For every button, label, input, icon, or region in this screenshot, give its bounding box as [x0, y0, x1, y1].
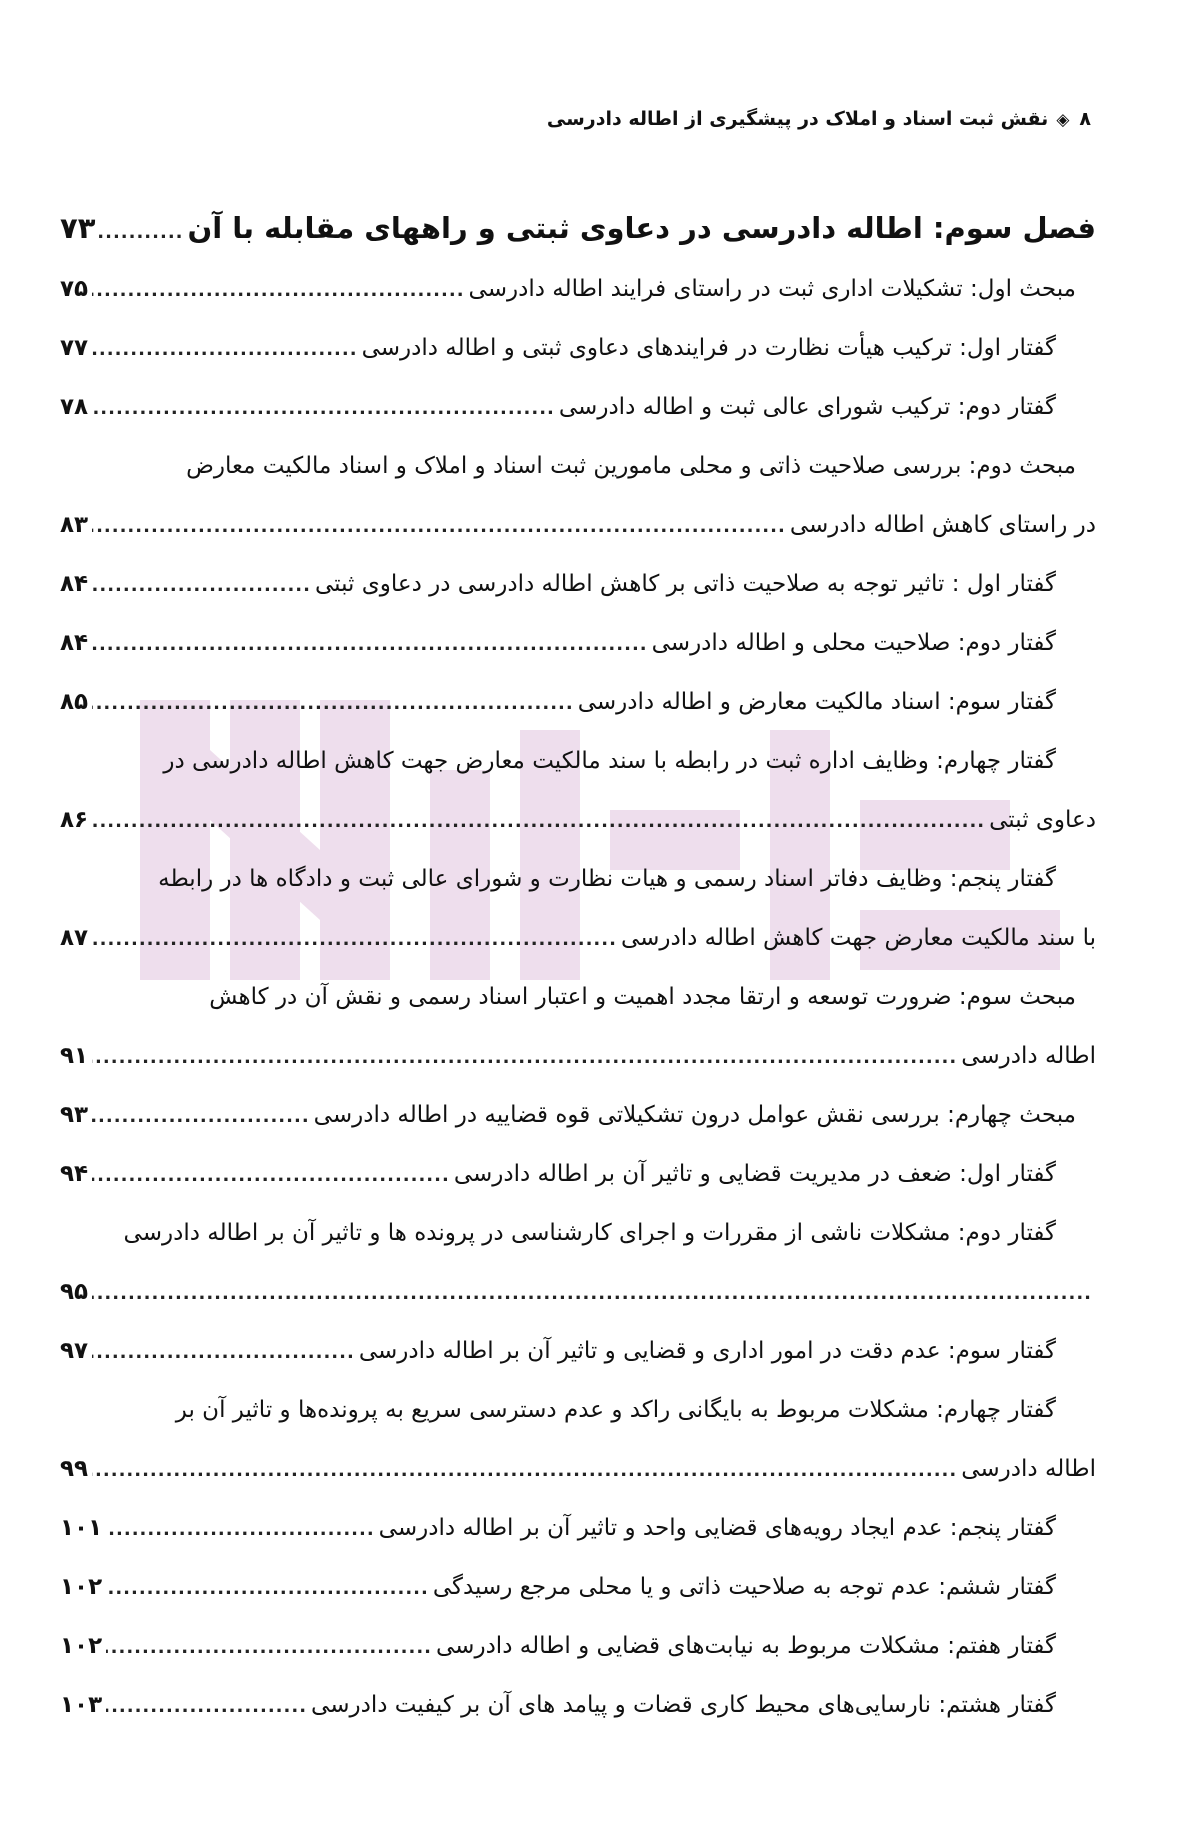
toc-page-number: ۸۷: [60, 925, 89, 951]
header-page-number: ۸: [1079, 108, 1091, 130]
toc-entry-line1[interactable]: [60, 437, 1096, 496]
toc-title-continuation: در راستای کاهش اطاله دادرسی: [789, 512, 1096, 538]
leader-dots: [92, 320, 357, 378]
toc-title: گفتار ششم: عدم توجه به صلاحیت ذاتی و یا محلی مرجع رسیدگی: [432, 1574, 1056, 1600]
toc-title: گفتار دوم: صلاحیت محلی و اطاله دادرسی: [651, 630, 1056, 656]
toc-page-number: ۸۴: [60, 571, 89, 597]
leader-dots: [106, 1500, 375, 1558]
toc-entry-line2[interactable]: [60, 496, 1096, 555]
toc-entry[interactable]: [60, 1558, 1096, 1617]
toc-entry-line1[interactable]: [60, 850, 1096, 909]
toc-page-number: ۹۹: [60, 1456, 89, 1482]
toc-title: مبحث سوم: ضرورت توسعه و ارتقا مجدد اهمیت و اعتبار اسناد رسمی و نقش آن در کاهش: [209, 984, 1076, 1010]
toc-entry[interactable]: [60, 378, 1096, 437]
toc-entry[interactable]: [60, 260, 1096, 319]
toc-title: گفتار دوم: ترکیب شورای عالی ثبت و اطاله دادرسی: [558, 394, 1056, 420]
leader-dots: [92, 792, 985, 850]
leader-dots: [92, 1323, 355, 1381]
leader-dots: [92, 497, 786, 555]
toc-entry-line2[interactable]: [60, 909, 1096, 968]
toc-title: گفتار دوم: مشکلات ناشی از مقررات و اجرای کارشناسی در پرونده ها و تاثیر آن بر اطاله دادرسی: [123, 1220, 1056, 1246]
toc-page-number: ۸۴: [60, 630, 89, 656]
leader-dots: [106, 1559, 429, 1617]
toc-page-number: ۷۳: [60, 211, 96, 245]
toc-page-number: ۹۴: [60, 1161, 89, 1187]
toc-title: مبحث اول: تشکیلات اداری ثبت در راستای فرایند اطاله دادرسی: [468, 276, 1076, 302]
toc-page-number: ۹۷: [60, 1338, 89, 1364]
table-of-contents: [60, 196, 1096, 1735]
toc-entry[interactable]: [60, 1617, 1096, 1676]
toc-chapter-3[interactable]: [60, 196, 1096, 260]
leader-dots: [99, 201, 183, 260]
toc-entry-line2[interactable]: [60, 1027, 1096, 1086]
leader-dots: [106, 1677, 307, 1735]
toc-entry-line2[interactable]: [60, 1263, 1096, 1322]
toc-page-number: ۱۰۲: [60, 1574, 103, 1600]
leader-dots: [92, 261, 464, 319]
toc-title: گفتار چهارم: وظایف اداره ثبت در رابطه با سند مالکیت معارض جهت کاهش اطاله دادرسی در: [163, 748, 1056, 774]
toc-entry-line1[interactable]: [60, 968, 1096, 1027]
toc-entry-line1[interactable]: [60, 1381, 1096, 1440]
diamond-icon: ◈: [1056, 110, 1070, 130]
running-header: [547, 108, 1091, 130]
toc-page-number: ۷۵: [60, 276, 89, 302]
toc-page-number: ۷۷: [60, 335, 89, 361]
toc-entry-line1[interactable]: [60, 1204, 1096, 1263]
toc-title: فصل سوم: اطاله دادرسی در دعاوی ثبتی و راههای مقابله با آن: [187, 211, 1096, 245]
toc-entry[interactable]: [60, 673, 1096, 732]
toc-title: گفتار چهارم: مشکلات مربوط به بایگانی راکد و عدم دسترسی سریع به پرونده‌ها و تاثیر آن بر: [175, 1397, 1056, 1423]
toc-title-continuation: با سند مالکیت معارض جهت کاهش اطاله دادرسی: [620, 925, 1096, 951]
toc-title: گفتار اول : تاثیر توجه به صلاحیت ذاتی بر کاهش اطاله دادرسی در دعاوی ثبتی: [314, 571, 1056, 597]
toc-title: گفتار سوم: عدم دقت در امور اداری و قضایی و تاثیر آن بر اطاله دادرسی: [358, 1338, 1056, 1364]
toc-page-number: ۱۰۳: [60, 1692, 103, 1718]
toc-page-number: ۹۳: [60, 1102, 89, 1128]
toc-page-number: ۱۰۲: [60, 1633, 103, 1659]
toc-title: گفتار هشتم: نارسایی‌های محیط کاری قضات و پیامد های آن بر کیفیت دادرسی: [311, 1692, 1056, 1718]
toc-title: گفتار اول: ترکیب هیأت نظارت در فرایندهای دعاوی ثبتی و اطاله دادرسی: [361, 335, 1056, 361]
toc-entry-line2[interactable]: [60, 1440, 1096, 1499]
toc-title: گفتار اول: ضعف در مدیریت قضایی و تاثیر آن بر اطاله دادرسی: [453, 1161, 1056, 1187]
toc-entry[interactable]: [60, 614, 1096, 673]
toc-title: گفتار هفتم: مشکلات مربوط به نیابت‌های قضایی و اطاله دادرسی: [436, 1633, 1056, 1659]
leader-dots: [92, 615, 648, 673]
toc-title: گفتار پنجم: وظایف دفاتر اسناد رسمی و هیات نظارت و شورای عالی ثبت و دادگاه ها در رابطه: [158, 866, 1056, 892]
toc-title: گفتار پنجم: عدم ایجاد رویه‌های قضایی واحد و تاثیر آن بر اطاله دادرسی: [378, 1515, 1056, 1541]
toc-entry[interactable]: [60, 555, 1096, 614]
toc-title: مبحث چهارم: بررسی نقش عوامل درون تشکیلاتی قوه قضاییه در اطاله دادرسی: [313, 1102, 1076, 1128]
toc-title: گفتار سوم: اسناد مالکیت معارض و اطاله دادرسی: [577, 689, 1056, 715]
toc-entry[interactable]: [60, 1086, 1096, 1145]
toc-title-continuation: اطاله دادرسی: [961, 1456, 1096, 1482]
leader-dots: [92, 1146, 450, 1204]
toc-entry[interactable]: [60, 1676, 1096, 1735]
toc-entry-line1[interactable]: [60, 732, 1096, 791]
leader-dots: [92, 379, 555, 437]
toc-entry[interactable]: [60, 1499, 1096, 1558]
toc-title: مبحث دوم: بررسی صلاحیت ذاتی و محلی مامورین ثبت اسناد و املاک و اسناد مالکیت معارض: [186, 453, 1076, 479]
toc-page-number: ۷۸: [60, 394, 89, 420]
leader-dots: [92, 674, 574, 732]
toc-title-continuation: دعاوی ثبتی: [989, 807, 1096, 833]
leader-dots: [106, 1618, 432, 1676]
leader-dots: [92, 556, 311, 614]
leader-dots: [92, 1441, 957, 1499]
leader-dots: [92, 910, 617, 968]
toc-title-continuation: اطاله دادرسی: [961, 1043, 1096, 1069]
leader-dots: [92, 1087, 310, 1145]
leader-dots: [92, 1028, 957, 1086]
leader-dots: [92, 1264, 1092, 1322]
toc-entry[interactable]: [60, 319, 1096, 378]
toc-page-number: ۹۵: [60, 1279, 89, 1305]
toc-page-number: ۸۶: [60, 807, 89, 833]
toc-entry-line2[interactable]: [60, 791, 1096, 850]
toc-page-number: ۱۰۱: [60, 1515, 103, 1541]
toc-page-number: ۸۵: [60, 689, 89, 715]
toc-entry[interactable]: [60, 1322, 1096, 1381]
toc-entry[interactable]: [60, 1145, 1096, 1204]
toc-page-number: ۸۳: [60, 512, 89, 538]
toc-page-number: ۹۱: [60, 1043, 89, 1069]
header-title: نقش ثبت اسناد و املاک در پیشگیری از اطاله دادرسی: [546, 108, 1049, 130]
